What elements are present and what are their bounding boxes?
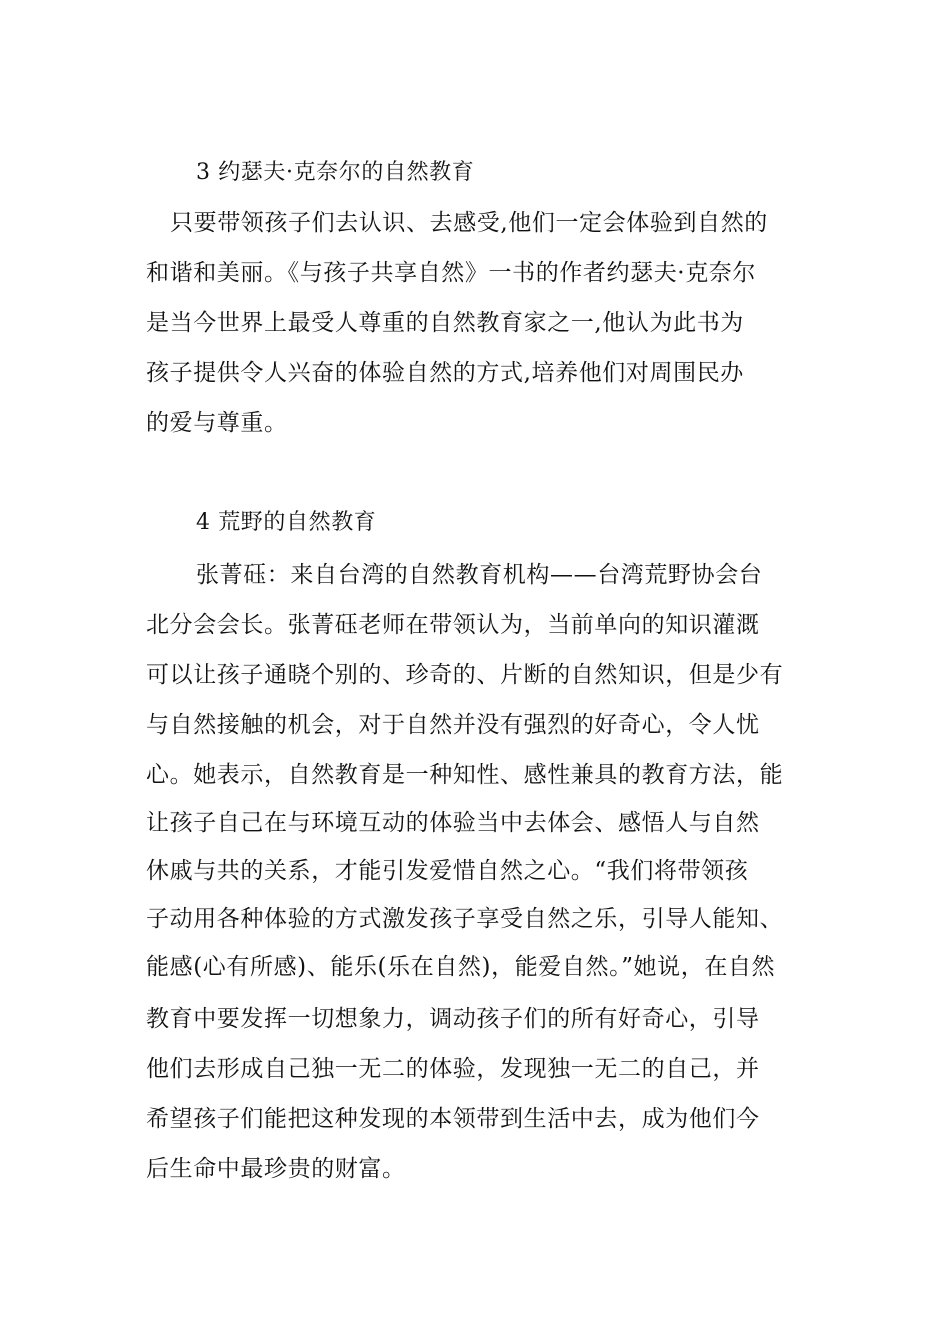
section-3-line-1: 只要带领孩子们去认识、去感受,他们一定会体验到自然的 <box>170 210 768 236</box>
section-4-line-6: 让孩子自己在与环境互动的体验当中去体会、感悟人与自然 <box>146 810 760 836</box>
section-4-line-5: 心。她表示，自然教育是一种知性、感性兼具的教育方法，能 <box>146 762 784 788</box>
section-4-line-7: 休戚与共的关系，才能引发爱惜自然之心。“我们将带领孩 <box>146 858 749 884</box>
section-3-line-5: 的爱与尊重。 <box>146 410 288 436</box>
section-3-heading: 3 约瑟夫·克奈尔的自然教育 <box>196 160 475 185</box>
section-4-line-10: 教育中要发挥一切想象力，调动孩子们的所有好奇心，引导 <box>146 1006 760 1032</box>
section-4-heading: 4 荒野的自然教育 <box>196 510 377 535</box>
section-4-line-11: 他们去形成自己独一无二的体验，发现独一无二的自己，并 <box>146 1056 760 1082</box>
section-4-line-3: 可以让孩子通晓个别的、珍奇的、片断的自然知识，但是少有 <box>146 662 784 688</box>
section-4-line-12: 希望孩子们能把这种发现的本领带到生活中去，成为他们今 <box>146 1106 760 1132</box>
section-3-line-3: 是当今世界上最受人尊重的自然教育家之一,他认为此书为 <box>146 310 744 336</box>
section-3-line-2: 和谐和美丽。《与孩子共享自然》一书的作者约瑟夫·克奈尔 <box>146 260 757 286</box>
section-4-line-1: 张菁砡：来自台湾的自然教育机构——台湾荒野协会台 <box>196 562 763 588</box>
section-4-line-2: 北分会会长。张菁砡老师在带领认为，当前单向的知识灌溉 <box>146 612 760 638</box>
section-4-line-8: 子动用各种体验的方式激发孩子享受自然之乐，引导人能知、 <box>146 906 784 932</box>
section-3-line-4: 孩子提供令人兴奋的体验自然的方式,培养他们对周围民办 <box>146 360 744 386</box>
section-4-line-9: 能感(心有所感)、能乐(乐在自然)，能爱自然。”她说，在自然 <box>146 954 776 980</box>
section-4-line-13: 后生命中最珍贵的财富。 <box>146 1156 406 1182</box>
section-4-line-4: 与自然接触的机会，对于自然并没有强烈的好奇心，令人忧 <box>146 712 760 738</box>
